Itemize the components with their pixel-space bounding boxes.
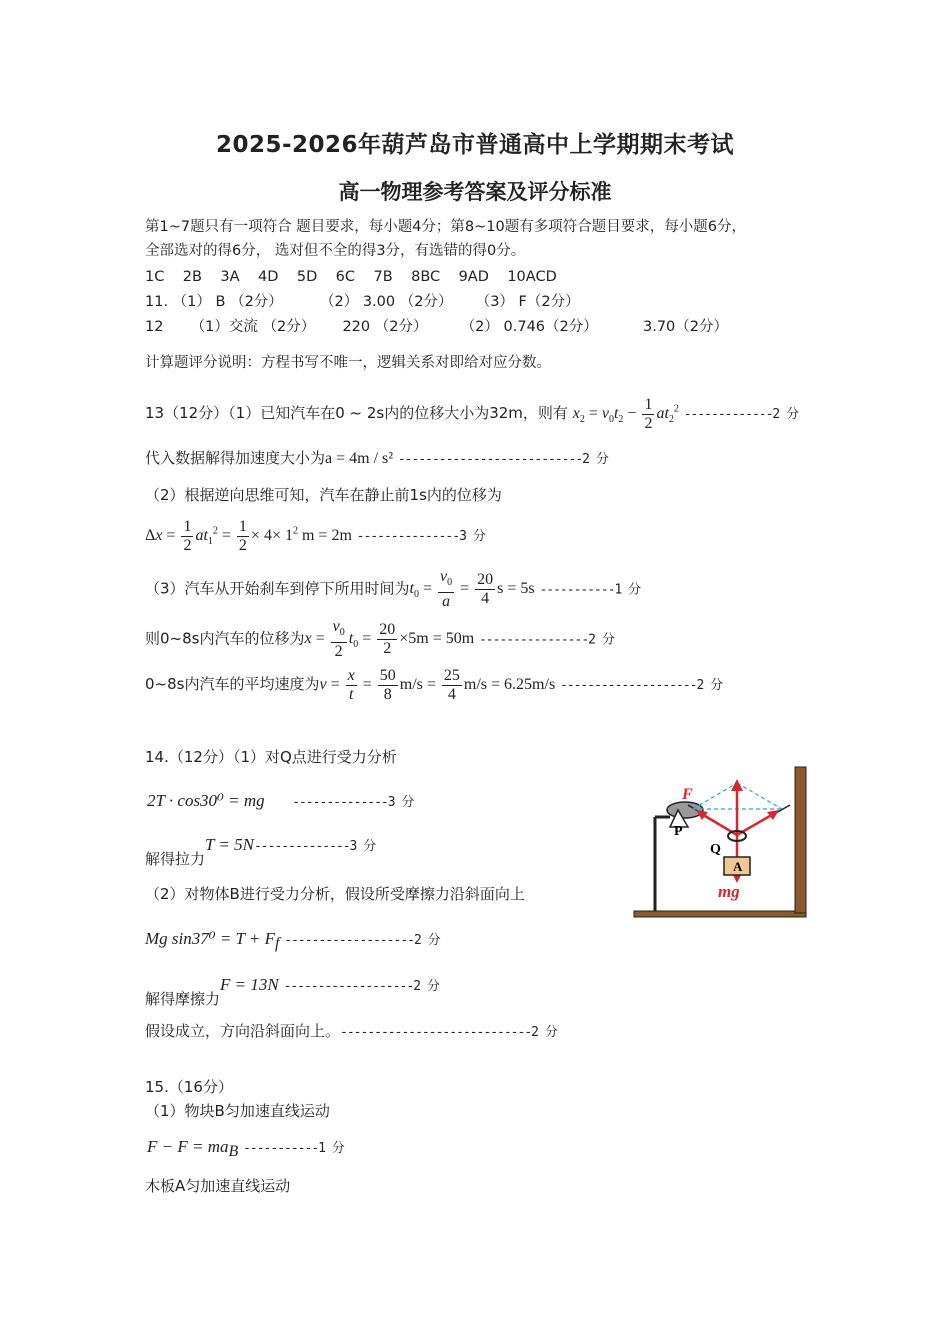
- q14-head: 14.（12分）（1）对Q点进行受力分析: [145, 748, 397, 766]
- q15-line1: （1）物块B匀加速直线运动: [145, 1102, 330, 1120]
- q14-solve1-text: 解得拉力: [145, 850, 206, 868]
- q13-eq2: a = 4m / s²: [325, 450, 394, 467]
- q13-head-line: [145, 396, 798, 433]
- q14-score4: -------------------2 分: [283, 979, 439, 994]
- q12-part1: （1）交流 （2分）: [190, 319, 316, 335]
- q13-eq5: $t_0$ = $\frac{v_0}{a}$ = $\frac{20}{4}$ s = 5s: [409, 568, 535, 611]
- label-p: P: [674, 824, 683, 839]
- q12-part2: 220 （2分）: [342, 319, 428, 335]
- q14-solve1-line: [145, 834, 376, 868]
- q11-part2: （2） 3.00 （2分）: [320, 294, 453, 310]
- label-a: A: [733, 859, 743, 874]
- intro-line-2: 全部选对的得6分， 选对但不全的得3分，有选错的得0分。: [145, 243, 526, 259]
- q13-score7: --------------------2 分: [559, 678, 723, 694]
- q13-line3: （2）根据逆向思维可知，汽车在静止前1s内的位移为: [145, 486, 502, 504]
- q14-line2: （2）对物体B进行受力分析，假设所受摩擦力沿斜面向上: [145, 885, 525, 903]
- q12-part4: 3.70（2分）: [642, 319, 728, 335]
- q13-eq7: v = $\frac{x}{t}$ = $\frac{50}{8}$ m/s = $\frac{25}{4}$ m/s = 6.25m/s: [319, 667, 556, 703]
- q13-line6-text: 则0~8s内汽车的位移为: [145, 629, 305, 648]
- q14-conclusion: 假设成立，方向沿斜面向上。: [145, 1022, 341, 1040]
- answer-item: 8BC: [411, 269, 441, 285]
- label-mg: mg: [718, 882, 740, 901]
- dashed-line: [737, 783, 782, 809]
- q14-score3: -------------------2 分: [284, 933, 440, 948]
- q15-score1: -----------1 分: [243, 1141, 344, 1156]
- page-title: 2025-2026年葫芦岛市普通高中上学期期末考试: [215, 132, 735, 158]
- q14-solve2-line: [145, 974, 439, 1008]
- arrowhead-icon: [767, 810, 779, 820]
- label-f: F: [682, 786, 693, 803]
- q13-line2-text: 代入数据解得加速度大小为: [145, 449, 326, 467]
- page-subtitle: 高一物理参考答案及评分标准: [338, 180, 612, 204]
- q13-line2: [145, 447, 608, 471]
- q13-line5-text: （3）汽车从开始刹车到停下所用时间为: [145, 579, 410, 598]
- answer-item: 3A: [220, 269, 240, 285]
- q14-eq1-line: [147, 790, 413, 814]
- q13-line6: [145, 618, 614, 661]
- q13-eq6: x = $\frac{v_0}{2}$ $t_0$ = $\frac{20}{2}$ ×5m = 50m: [304, 618, 475, 661]
- q11-part3: （3） F（2分）: [475, 294, 580, 310]
- answer-item: 1C: [145, 269, 165, 285]
- q11-label: 11.: [145, 294, 169, 310]
- q15-eq1-line: $F - F = ma_B$ -----------1 分: [147, 1137, 344, 1160]
- wall: [795, 767, 806, 913]
- q12-label: 12: [145, 319, 164, 335]
- label-q: Q: [710, 842, 721, 857]
- q13-eq1: $x_2 = v_0t_2$ − $\frac{1}{2}$ $at_2^2$: [572, 396, 679, 432]
- dashed-line: [693, 783, 737, 809]
- answer-item: 2B: [182, 269, 202, 285]
- q15-head: 15.（16分）: [145, 1078, 233, 1096]
- q14-solve2-text: 解得摩擦力: [145, 990, 221, 1008]
- answer-item: 6C: [335, 269, 356, 285]
- q13-line4: [145, 518, 485, 555]
- q14-conclusion-line: [145, 1020, 557, 1044]
- q13-score3: ---------------3 分: [356, 529, 485, 545]
- q12-part3: （2） 0.746（2分）: [460, 319, 598, 335]
- q15-line2: 木板A匀加速直线运动: [145, 1177, 291, 1195]
- answer-item: 4D: [258, 269, 279, 285]
- q13-score1: -------------2 分: [683, 407, 799, 423]
- intro-line-1: 第1~7题只有一项符合 题目要求，每小题4分；第8~10题有多项符合题目要求，每小题6分，: [145, 219, 746, 235]
- q15-eq1: F − F = ma: [147, 1137, 229, 1156]
- q14-score1: --------------3 分: [292, 795, 414, 810]
- q13-head: 13（12分）（1）已知汽车在0 ~ 2s内的位移大小为32m，则有: [145, 404, 568, 423]
- answer-item: 9AD: [458, 269, 489, 285]
- q14-score5: ----------------------------2 分: [340, 1025, 557, 1040]
- q14-eq4: F = 13N: [220, 975, 279, 994]
- q13-score2: ---------------------------2 分: [397, 452, 608, 467]
- force-diagram: [630, 765, 810, 923]
- q13-line7-text: 0~8s内汽车的平均速度为: [145, 675, 320, 694]
- arrowhead-icon: [731, 779, 743, 791]
- q11-line: [145, 291, 580, 313]
- q13-score6: ----------------2 分: [478, 632, 614, 648]
- q13-eq3: Δx = $\frac{1}{2}$ $at_1^2$ = $\frac{1}{2}$ × $4\times 1^2$ m = 2m: [145, 518, 352, 554]
- ground: [634, 911, 806, 917]
- q14-eq3-line: Mg $\sin 37^0 = T + F_f$ -------------------2 分: [145, 929, 440, 952]
- q13-line5: [145, 568, 640, 611]
- q14-eq3: Mg sin37⁰ = T + F: [145, 929, 276, 948]
- scoring-note: 计算题评分说明：方程书写不唯一，逻辑关系对即给对应分数。: [145, 355, 551, 371]
- q13-score5: -----------1 分: [539, 582, 641, 598]
- q14-score2: --------------3 分: [253, 839, 376, 854]
- answer-item: 7B: [373, 269, 393, 285]
- q14-eq2: T = 5N: [205, 835, 254, 854]
- q11-part1: （1） B （2分）: [172, 294, 283, 310]
- answer-row: [145, 266, 557, 288]
- q13-line7: [145, 667, 722, 704]
- answer-item: 10ACD: [507, 269, 557, 285]
- q12-line: [145, 316, 728, 338]
- answer-item: 5D: [296, 269, 318, 285]
- q14-eq1: 2T · cos30⁰ = mg: [147, 791, 265, 810]
